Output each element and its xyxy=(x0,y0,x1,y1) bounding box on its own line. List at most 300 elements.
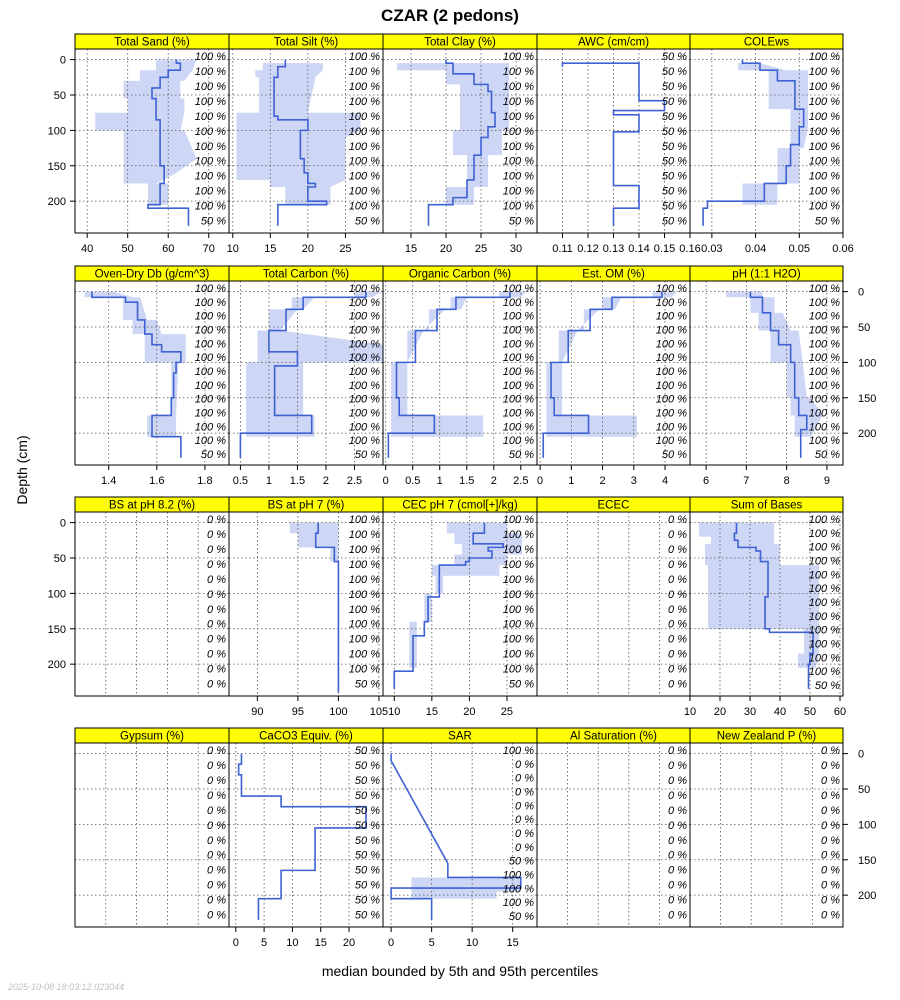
percent-label: 50 % xyxy=(354,215,380,228)
percent-label: 0 % xyxy=(821,879,840,892)
percent-label: 0 % xyxy=(668,849,687,862)
y-tick-label: 150 xyxy=(858,854,877,867)
x-tick-label: 0.16 xyxy=(679,243,701,255)
percent-label: 0 % xyxy=(207,514,226,526)
percent-label: 100 % xyxy=(348,310,380,323)
percent-label: 100 % xyxy=(808,296,840,309)
percent-label: 50 % xyxy=(661,140,687,153)
percent-label: 0 % xyxy=(207,774,226,787)
percent-label: 50 % xyxy=(354,759,380,772)
percent-label: 50 % xyxy=(508,855,534,868)
percent-label: 50 % xyxy=(354,894,380,907)
percent-label: 0 % xyxy=(668,894,687,907)
percent-label: 50 % xyxy=(508,215,534,228)
percent-label: 0 % xyxy=(821,894,840,907)
panel xyxy=(383,266,537,487)
percent-label: 100 % xyxy=(808,527,840,540)
percent-label: 0 % xyxy=(207,648,226,661)
percent-label: 50 % xyxy=(661,95,687,108)
percent-label: 0 % xyxy=(207,849,226,862)
percent-label: 100 % xyxy=(194,80,226,93)
percent-label: 50 % xyxy=(661,65,687,78)
percent-label: 0 % xyxy=(821,864,840,877)
percent-label: 100 % xyxy=(502,185,534,198)
percent-label: 0 % xyxy=(668,879,687,892)
percent-label: 100 % xyxy=(502,421,534,434)
percent-label: 0 % xyxy=(821,804,840,817)
percent-label: 0 % xyxy=(668,633,687,646)
x-tick-label: 10 xyxy=(286,937,299,949)
y-tick-label: 100 xyxy=(47,125,66,138)
x-tick-label: 60 xyxy=(162,243,175,255)
x-tick-label: 100 xyxy=(329,706,348,718)
x-tick-label: 95 xyxy=(291,706,305,718)
percent-label: 100 % xyxy=(808,435,840,448)
percent-label: 0 % xyxy=(207,804,226,817)
percent-label: 100 % xyxy=(502,745,534,757)
percent-label: 0 % xyxy=(515,841,534,854)
percent-label: 100 % xyxy=(502,155,534,168)
percent-label: 100 % xyxy=(808,541,840,554)
percent-label: 0 % xyxy=(515,828,534,841)
panel xyxy=(690,266,843,487)
percent-label: 100 % xyxy=(502,65,534,78)
percent-label: 100 % xyxy=(502,51,534,63)
percent-label: 100 % xyxy=(808,610,840,623)
panel xyxy=(75,34,229,255)
x-tick-label: 20 xyxy=(342,937,356,949)
x-tick-label: 50 xyxy=(121,243,134,255)
x-tick-label: 0.5 xyxy=(232,475,249,487)
x-tick-label: 20 xyxy=(463,706,476,718)
percent-label: 100 % xyxy=(348,110,380,123)
x-tick-label: 2 xyxy=(490,475,497,487)
panel-strip-title: Total Carbon (%) xyxy=(262,268,350,281)
percentile-band xyxy=(397,63,509,205)
percent-label: 100 % xyxy=(808,407,840,420)
percent-label: 0 % xyxy=(668,819,687,832)
x-tick-label: 2.5 xyxy=(346,475,363,487)
percent-label: 0 % xyxy=(207,603,226,616)
percent-label: 100 % xyxy=(348,543,380,556)
x-tick-label: 5 xyxy=(428,937,435,949)
x-tick-label: 10 xyxy=(466,937,479,949)
percent-label: 50 % xyxy=(508,449,534,462)
y-tick-label: 50 xyxy=(53,553,66,565)
percent-label: 100 % xyxy=(502,140,534,153)
percentile-band xyxy=(699,523,819,668)
panel xyxy=(690,34,854,255)
percent-label: 100 % xyxy=(655,393,687,406)
percent-label: 100 % xyxy=(194,170,226,183)
percent-label: 0 % xyxy=(668,789,687,802)
percent-label: 100 % xyxy=(502,435,534,448)
percent-label: 0 % xyxy=(821,819,840,832)
x-tick-label: 1 xyxy=(436,475,443,487)
percent-label: 100 % xyxy=(655,296,687,309)
median-line xyxy=(316,523,339,693)
percent-label: 100 % xyxy=(655,435,687,448)
percent-label: 50 % xyxy=(661,80,687,93)
x-tick-label: 40 xyxy=(81,243,94,255)
percent-label: 100 % xyxy=(502,80,534,93)
percent-label: 100 % xyxy=(808,185,840,198)
percent-label: 100 % xyxy=(348,366,380,379)
percent-label: 50 % xyxy=(354,909,380,922)
percent-label: 100 % xyxy=(348,51,380,63)
percent-label: 100 % xyxy=(194,324,226,337)
percent-label: 0 % xyxy=(668,774,687,787)
percent-label: 100 % xyxy=(502,869,534,882)
percent-label: 100 % xyxy=(194,200,226,213)
percent-label: 50 % xyxy=(814,215,840,228)
percent-label: 100 % xyxy=(502,283,534,295)
percent-label: 100 % xyxy=(194,65,226,78)
panel-strip-title: Total Clay (%) xyxy=(424,36,496,49)
percent-label: 100 % xyxy=(655,352,687,365)
timestamp: 2025-10-08 18:03:12.023044 xyxy=(8,982,125,992)
x-tick-label: 90 xyxy=(251,706,264,718)
percent-label: 0 % xyxy=(668,759,687,772)
x-tick-label: 25 xyxy=(474,243,488,255)
panel-strip-title: Gypsum (%) xyxy=(120,730,184,743)
percent-label: 100 % xyxy=(502,514,534,526)
panel xyxy=(229,728,383,949)
panel xyxy=(537,497,690,696)
percent-label: 0 % xyxy=(207,618,226,631)
percent-label: 0 % xyxy=(668,573,687,586)
panel-strip-title: CEC pH 7 (cmol[+]/kg) xyxy=(402,499,518,512)
percent-label: 100 % xyxy=(194,393,226,406)
percent-label: 0 % xyxy=(821,909,840,922)
percent-label: 100 % xyxy=(808,652,840,665)
percent-label: 100 % xyxy=(502,366,534,379)
panel-strip-title: Sum of Bases xyxy=(730,499,803,512)
percent-label: 0 % xyxy=(668,558,687,571)
percent-label: 0 % xyxy=(668,678,687,691)
percent-label: 100 % xyxy=(655,324,687,337)
x-tick-label: 40 xyxy=(773,706,787,718)
percent-label: 100 % xyxy=(502,393,534,406)
percent-label: 100 % xyxy=(808,95,840,108)
percent-label: 0 % xyxy=(207,678,226,691)
percent-label: 0 % xyxy=(668,648,687,661)
percent-label: 100 % xyxy=(502,883,534,896)
percent-label: 100 % xyxy=(502,95,534,108)
percent-label: 50 % xyxy=(354,449,380,462)
percent-label: 100 % xyxy=(808,555,840,568)
y-tick-label: 0 xyxy=(858,286,865,299)
percent-label: 50 % xyxy=(354,774,380,787)
percent-label: 100 % xyxy=(348,648,380,661)
percent-label: 0 % xyxy=(668,528,687,541)
y-tick-label: 50 xyxy=(858,784,871,796)
percent-label: 0 % xyxy=(207,663,226,676)
percent-label: 100 % xyxy=(502,379,534,392)
percent-label: 50 % xyxy=(661,170,687,183)
percent-label: 100 % xyxy=(655,283,687,295)
panel-strip-title: Al Saturation (%) xyxy=(570,730,657,743)
percent-label: 100 % xyxy=(502,618,534,631)
percent-label: 100 % xyxy=(655,379,687,392)
percent-label: 50 % xyxy=(661,155,687,168)
percent-label: 100 % xyxy=(502,663,534,676)
x-tick-label: 15 xyxy=(264,243,277,255)
percent-label: 100 % xyxy=(348,338,380,351)
percent-label: 100 % xyxy=(348,296,380,309)
panel xyxy=(690,728,843,927)
x-tick-label: 6 xyxy=(703,475,710,487)
x-tick-label: 0.03 xyxy=(701,243,723,255)
percent-label: 50 % xyxy=(200,215,226,228)
y-tick-label: 200 xyxy=(858,890,877,903)
x-tick-label: 2 xyxy=(599,475,606,487)
percent-label: 100 % xyxy=(808,80,840,93)
percent-label: 100 % xyxy=(194,283,226,295)
percent-label: 100 % xyxy=(808,666,840,679)
percent-label: 0 % xyxy=(821,849,840,862)
y-tick-label: 150 xyxy=(858,392,877,405)
percent-label: 100 % xyxy=(348,663,380,676)
panel-border xyxy=(75,743,229,927)
percent-label: 0 % xyxy=(207,543,226,556)
x-tick-label: 60 xyxy=(833,706,847,718)
percent-label: 100 % xyxy=(348,393,380,406)
percent-label: 0 % xyxy=(821,759,840,772)
y-tick-label: 0 xyxy=(858,748,865,761)
percent-label: 100 % xyxy=(808,421,840,434)
percent-label: 100 % xyxy=(348,603,380,616)
panel xyxy=(383,497,537,718)
percent-label: 100 % xyxy=(502,352,534,365)
x-tick-label: 9 xyxy=(823,475,830,487)
percent-label: 100 % xyxy=(808,125,840,138)
percent-label: 100 % xyxy=(194,95,226,108)
percent-label: 100 % xyxy=(348,283,380,295)
percent-label: 100 % xyxy=(194,352,226,365)
percent-label: 100 % xyxy=(194,125,226,138)
y-tick-label: 100 xyxy=(858,357,877,370)
percent-label: 100 % xyxy=(194,140,226,153)
percent-label: 100 % xyxy=(655,421,687,434)
percent-label: 100 % xyxy=(348,125,380,138)
panel xyxy=(229,497,388,718)
percent-label: 50 % xyxy=(661,51,687,63)
panel-grid xyxy=(48,34,877,949)
plot-area xyxy=(75,512,229,696)
x-tick-label: 0.13 xyxy=(602,243,625,255)
percent-label: 100 % xyxy=(502,558,534,571)
percent-label: 100 % xyxy=(808,310,840,323)
percent-label: 100 % xyxy=(502,324,534,337)
x-tick-label: 1.6 xyxy=(149,475,165,487)
percent-label: 100 % xyxy=(348,435,380,448)
percent-label: 100 % xyxy=(194,110,226,123)
percent-label: 100 % xyxy=(808,338,840,351)
percent-label: 0 % xyxy=(515,786,534,799)
percent-label: 0 % xyxy=(207,819,226,832)
percent-label: 100 % xyxy=(655,366,687,379)
panel-strip-title: Est. OM (%) xyxy=(582,268,645,281)
percentile-band xyxy=(290,523,339,562)
percent-label: 0 % xyxy=(668,514,687,526)
x-tick-label: 15 xyxy=(404,243,418,255)
panel-border xyxy=(75,512,229,696)
x-tick-label: 15 xyxy=(314,937,327,949)
percent-label: 0 % xyxy=(207,588,226,601)
percent-label: 100 % xyxy=(502,897,534,910)
percent-label: 0 % xyxy=(515,800,534,813)
panel xyxy=(75,497,229,696)
percent-label: 100 % xyxy=(194,310,226,323)
percent-label: 0 % xyxy=(821,745,840,757)
percent-label: 0 % xyxy=(668,745,687,757)
percent-label: 100 % xyxy=(194,421,226,434)
percent-label: 50 % xyxy=(354,678,380,691)
percent-label: 100 % xyxy=(808,110,840,123)
panel xyxy=(684,497,846,718)
percent-label: 100 % xyxy=(655,407,687,420)
percent-label: 100 % xyxy=(808,514,840,526)
percent-label: 0 % xyxy=(207,528,226,541)
percent-label: 100 % xyxy=(808,624,840,637)
panel-strip-title: CaCO3 Equiv. (%) xyxy=(259,730,353,743)
percent-label: 100 % xyxy=(348,588,380,601)
percent-label: 50 % xyxy=(354,834,380,847)
percent-label: 100 % xyxy=(502,603,534,616)
percent-label: 50 % xyxy=(508,911,534,924)
percent-label: 100 % xyxy=(808,352,840,365)
percent-label: 100 % xyxy=(194,296,226,309)
x-tick-label: 0.04 xyxy=(744,243,767,255)
x-tick-label: 0 xyxy=(232,937,239,949)
percent-label: 0 % xyxy=(821,774,840,787)
percent-label: 0 % xyxy=(207,864,226,877)
percent-label: 50 % xyxy=(354,789,380,802)
percent-label: 100 % xyxy=(348,558,380,571)
x-tick-label: 2.5 xyxy=(513,475,529,487)
panel-strip-title: New Zealand P (%) xyxy=(716,730,817,743)
percent-label: 0 % xyxy=(207,834,226,847)
panel xyxy=(75,266,229,487)
y-tick-label: 200 xyxy=(47,659,66,672)
percent-label: 100 % xyxy=(502,296,534,309)
percent-label: 100 % xyxy=(808,283,840,295)
percent-label: 50 % xyxy=(354,879,380,892)
percent-label: 100 % xyxy=(808,379,840,392)
panel-strip-title: SAR xyxy=(448,730,472,743)
percent-label: 100 % xyxy=(348,200,380,213)
percent-label: 0 % xyxy=(207,745,226,757)
panel-strip-title: COLEws xyxy=(743,36,790,49)
x-tick-label: 30 xyxy=(743,706,757,718)
percent-label: 100 % xyxy=(808,569,840,582)
percent-label: 100 % xyxy=(808,170,840,183)
x-tick-label: 0 xyxy=(382,475,389,487)
percent-label: 100 % xyxy=(502,573,534,586)
x-tick-label: 25 xyxy=(339,243,352,255)
y-tick-label: 0 xyxy=(59,54,66,67)
percent-label: 0 % xyxy=(668,834,687,847)
percent-label: 100 % xyxy=(655,338,687,351)
percent-label: 100 % xyxy=(194,435,226,448)
percent-label: 100 % xyxy=(502,407,534,420)
percent-label: 0 % xyxy=(207,759,226,772)
percent-label: 100 % xyxy=(194,155,226,168)
percent-label: 0 % xyxy=(207,894,226,907)
x-tick-label: 1.4 xyxy=(101,475,117,487)
percent-label: 100 % xyxy=(808,200,840,213)
percent-label: 100 % xyxy=(348,379,380,392)
x-tick-label: 50 xyxy=(803,706,817,718)
x-tick-label: 105 xyxy=(369,706,389,718)
y-tick-label: 150 xyxy=(47,160,66,173)
percent-label: 50 % xyxy=(354,819,380,832)
x-tick-label: 15 xyxy=(506,937,519,949)
x-tick-label: 3 xyxy=(630,475,637,487)
percent-label: 0 % xyxy=(668,603,687,616)
percent-label: 100 % xyxy=(348,185,380,198)
percent-label: 0 % xyxy=(668,864,687,877)
percent-label: 100 % xyxy=(502,633,534,646)
percent-label: 0 % xyxy=(821,789,840,802)
percent-label: 100 % xyxy=(348,65,380,78)
percent-label: 100 % xyxy=(194,185,226,198)
x-tick-label: 0.14 xyxy=(628,243,650,255)
percent-label: 0 % xyxy=(668,618,687,631)
percent-label: 100 % xyxy=(808,155,840,168)
x-tick-label: 4 xyxy=(661,475,669,487)
percent-label: 100 % xyxy=(502,338,534,351)
percentile-band xyxy=(95,60,196,205)
x-tick-label: 0.12 xyxy=(577,243,599,255)
panel-strip-title: Organic Carbon (%) xyxy=(408,268,512,281)
x-tick-label: 0.11 xyxy=(552,243,573,255)
x-tick-label: 20 xyxy=(439,243,453,255)
percent-label: 0 % xyxy=(668,909,687,922)
x-tick-label: 30 xyxy=(509,243,523,255)
percent-label: 50 % xyxy=(661,110,687,123)
percent-label: 100 % xyxy=(194,51,226,63)
x-tick-label: 0.06 xyxy=(832,243,854,255)
x-tick-label: 70 xyxy=(202,243,215,255)
percent-label: 50 % xyxy=(661,449,687,462)
percent-label: 100 % xyxy=(348,80,380,93)
percent-label: 100 % xyxy=(348,633,380,646)
percent-label: 0 % xyxy=(515,814,534,827)
y-tick-label: 150 xyxy=(47,623,66,636)
panel-strip-title: Total Sand (%) xyxy=(114,36,190,49)
percent-label: 50 % xyxy=(661,215,687,228)
percent-label: 100 % xyxy=(348,140,380,153)
percent-label: 100 % xyxy=(194,338,226,351)
percent-label: 100 % xyxy=(348,573,380,586)
x-tick-label: 10 xyxy=(683,706,697,718)
percent-label: 100 % xyxy=(808,638,840,651)
percent-label: 100 % xyxy=(348,95,380,108)
percent-label: 100 % xyxy=(502,543,534,556)
x-tick-label: 0 xyxy=(388,937,395,949)
panel xyxy=(537,34,701,255)
panel-strip-title: pH (1:1 H2O) xyxy=(732,268,801,281)
percent-label: 100 % xyxy=(808,366,840,379)
x-tick-label: 10 xyxy=(388,706,401,718)
panel xyxy=(227,34,383,255)
percent-label: 0 % xyxy=(668,543,687,556)
percent-label: 100 % xyxy=(502,200,534,213)
percent-label: 100 % xyxy=(348,421,380,434)
percent-label: 0 % xyxy=(207,558,226,571)
